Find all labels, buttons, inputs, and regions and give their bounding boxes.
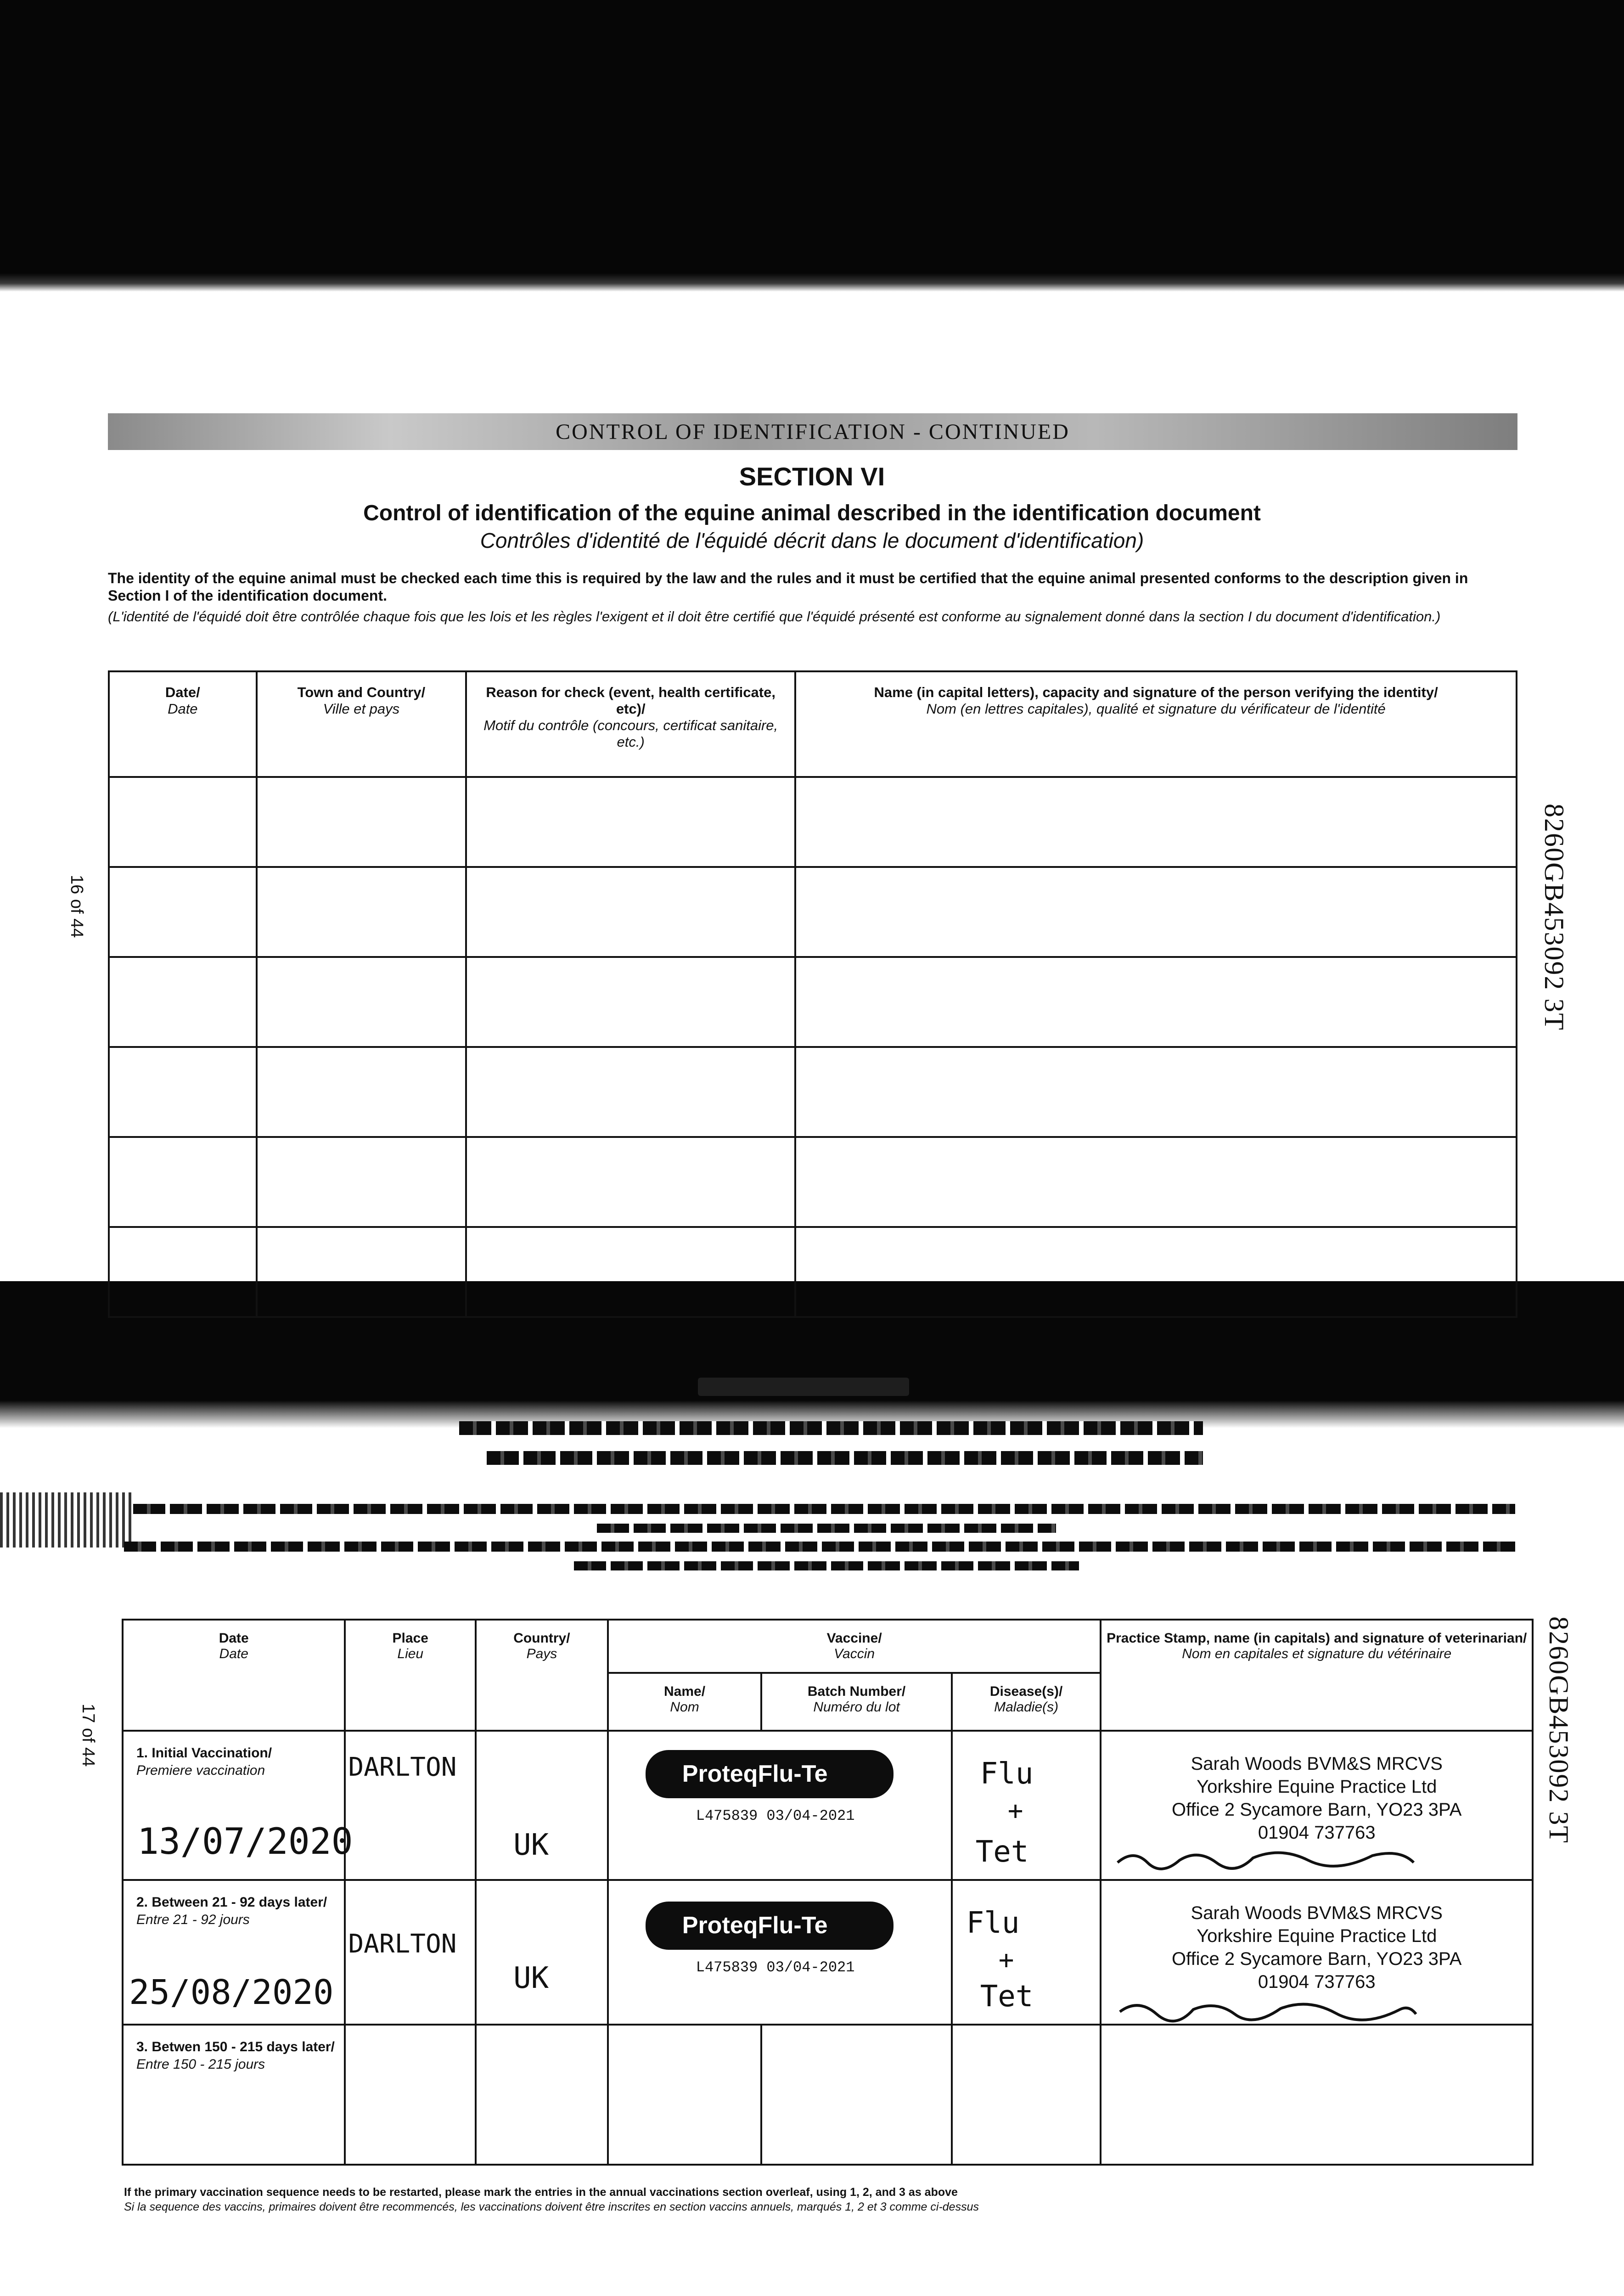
- row2-signature: [1115, 1996, 1418, 2023]
- table-row: [109, 1137, 1517, 1227]
- document-id-top: 8260GB453092 3T: [1539, 804, 1569, 1031]
- section-subtitle-fr: Contrôles d'identité de l'équidé décrit dans le document d'identification): [480, 529, 1144, 552]
- row1-practice-stamp: Sarah Woods BVM&S MRCVS Yorkshire Equine Practice Ltd Office 2 Sycamore Barn, YO23 3PA 01904 737763: [1172, 1754, 1462, 1843]
- header-vacc-place: Place Lieu: [345, 1620, 476, 1731]
- vaccination-row-1: [123, 1731, 1533, 1880]
- blurred-text-line: [124, 1542, 1520, 1552]
- row3-date-cell[interactable]: [123, 2025, 345, 2165]
- row1-country: UK: [513, 1828, 549, 1862]
- row1-disease-2: Tet: [975, 1835, 1029, 1869]
- row2-vaccine-name: ProteqFlu-Te: [682, 1912, 828, 1939]
- row2-place-cell[interactable]: [345, 1880, 476, 2025]
- row3-label: 3. Betwen 150 - 215 days later/ Entre 150 - 215 jours: [136, 2039, 335, 2072]
- row2-stamp-cell[interactable]: [1101, 1880, 1533, 2025]
- header-vaccine: Vaccine/ Vaccin: [608, 1620, 1101, 1673]
- row2-country-cell[interactable]: [476, 1880, 608, 2025]
- header-reason: Reason for check (event, health certificate, etc)/ Motif du contrôle (concours, certificat sanitaire, etc.): [466, 671, 795, 777]
- row1-place: DARLTON: [348, 1752, 457, 1782]
- intro-text-fr: (L'identité de l'équidé doit être contrôlée chaque fois que les lois et les règles l'exigent et il doit être certifié que l'équidé présenté est conforme au signalement donné dans la section I du document d'identification.): [108, 608, 1441, 625]
- row1-label: 1. Initial Vaccination/ Premiere vaccination: [136, 1745, 272, 1778]
- row1-date-cell[interactable]: [123, 1731, 353, 1880]
- header-verifier: Name (in capital letters), capacity and signature of the person verifying the identity/ Nom (en lettres capitales), qualité et signature du vérificateur de l'identité: [795, 671, 1517, 777]
- row2-vaccine-label: [646, 1902, 893, 1976]
- intro-text-en: The identity of the equine animal must be checked each time this is required by the law and the rules and it must be certified that the equine animal presented conforms to the description given in Section I of the identification document.: [108, 570, 1468, 604]
- row2-place: DARLTON: [348, 1929, 457, 1959]
- row2-date: 25/08/2020: [129, 1973, 334, 2012]
- row2-disease-2: Tet: [980, 1980, 1034, 2014]
- header-practice-stamp: Practice Stamp, name (in capitals) and signature of veterinarian/ Nom en capitales et signature du vétérinaire: [1101, 1620, 1533, 1731]
- row2-vaccine-lot: L475839 03/04-2021: [696, 1959, 855, 1976]
- scan-black-top: [0, 0, 1624, 287]
- vaccination-row-2: [123, 1880, 1533, 2025]
- table-header-row: [109, 671, 1517, 777]
- section-subtitle-en: Control of identification of the equine animal described in the identification document: [363, 501, 1261, 525]
- row1-vaccine-cell[interactable]: [608, 1731, 952, 1880]
- blurred-text-line: [133, 1504, 1515, 1514]
- blurred-title-line: [459, 1421, 1203, 1435]
- blurred-text-line: [574, 1561, 1079, 1570]
- row1-disease-plus: +: [1007, 1796, 1023, 1826]
- footnote-fr: Si la sequence des vaccins, primaires doivent être recommencés, les vaccinations doivent être inscrites en section vaccins annuels, marqués 1, 2 et 3 comme ci-dessus: [124, 2200, 979, 2213]
- row1-country-cell[interactable]: [476, 1731, 608, 1880]
- row2-label: 2. Between 21 - 92 days later/ Entre 21 - 92 jours: [136, 1895, 327, 1927]
- table-row: [109, 1227, 1517, 1317]
- row2-date-cell[interactable]: [123, 1880, 345, 2025]
- row1-vaccine-label: [646, 1750, 893, 1824]
- header-vaccine-name: Name/ Nom: [608, 1673, 762, 1731]
- row1-disease-1: Flu: [980, 1757, 1034, 1791]
- scan-noise-left: [0, 1492, 133, 1548]
- section-title: SECTION VI: [739, 462, 885, 491]
- banner-text: CONTROL OF IDENTIFICATION - CONTINUED: [556, 419, 1070, 444]
- header-disease: Disease(s)/ Maladie(s): [952, 1673, 1101, 1731]
- header-batch-number: Batch Number/ Numéro du lot: [761, 1673, 951, 1731]
- row1-stamp-cell[interactable]: [1101, 1731, 1533, 1880]
- table-row: [109, 957, 1517, 1047]
- row2-disease-plus: +: [998, 1945, 1014, 1975]
- row1-vaccine-name: ProteqFlu-Te: [682, 1761, 828, 1787]
- row1-signature: [1115, 1844, 1418, 1872]
- row2-country: UK: [513, 1961, 549, 1995]
- document-id-bottom: 8260GB453092 3T: [1544, 1616, 1574, 1844]
- row1-vaccine-lot: L475839 03/04-2021: [696, 1807, 855, 1824]
- header-town: Town and Country/ Ville et pays: [257, 671, 466, 777]
- row1-date: 13/07/2020: [137, 1821, 353, 1863]
- row2-disease-1: Flu: [966, 1906, 1020, 1940]
- vaccination-table: [122, 1619, 1534, 2166]
- table-row: [109, 1047, 1517, 1137]
- blurred-text-line: [597, 1524, 1056, 1533]
- table-row: [109, 777, 1517, 867]
- torn-edge-top: [0, 273, 1624, 292]
- header-vacc-country: Country/ Pays: [476, 1620, 608, 1731]
- footnote-en: If the primary vaccination sequence needs to be restarted, please mark the entries in the annual vaccinations section overleaf, using 1, 2, and 3 as above: [124, 2186, 958, 2199]
- header-vacc-date: Date Date: [123, 1620, 345, 1731]
- vaccination-row-3: [123, 2025, 1533, 2165]
- row2-disease-cell[interactable]: [952, 1880, 1101, 2025]
- blurred-title-line: [487, 1451, 1203, 1465]
- blurred-heading: [698, 1378, 909, 1396]
- identity-check-table: [108, 670, 1517, 1318]
- header-date: Date/ Date: [109, 671, 257, 777]
- row2-practice-stamp: Sarah Woods BVM&S MRCVS Yorkshire Equine Practice Ltd Office 2 Sycamore Barn, YO23 3PA 01904 737763: [1172, 1903, 1462, 1992]
- row1-place-cell[interactable]: [345, 1731, 476, 1880]
- page-number-bottom: 17 of 44: [79, 1704, 98, 1767]
- table-row: [109, 867, 1517, 957]
- vacc-header-row-1: [123, 1620, 1533, 1673]
- row2-vaccine-cell[interactable]: [608, 1880, 952, 2025]
- page-number-top: 16 of 44: [67, 875, 86, 938]
- row1-disease-cell[interactable]: [952, 1731, 1101, 1880]
- section-banner: [108, 413, 1517, 450]
